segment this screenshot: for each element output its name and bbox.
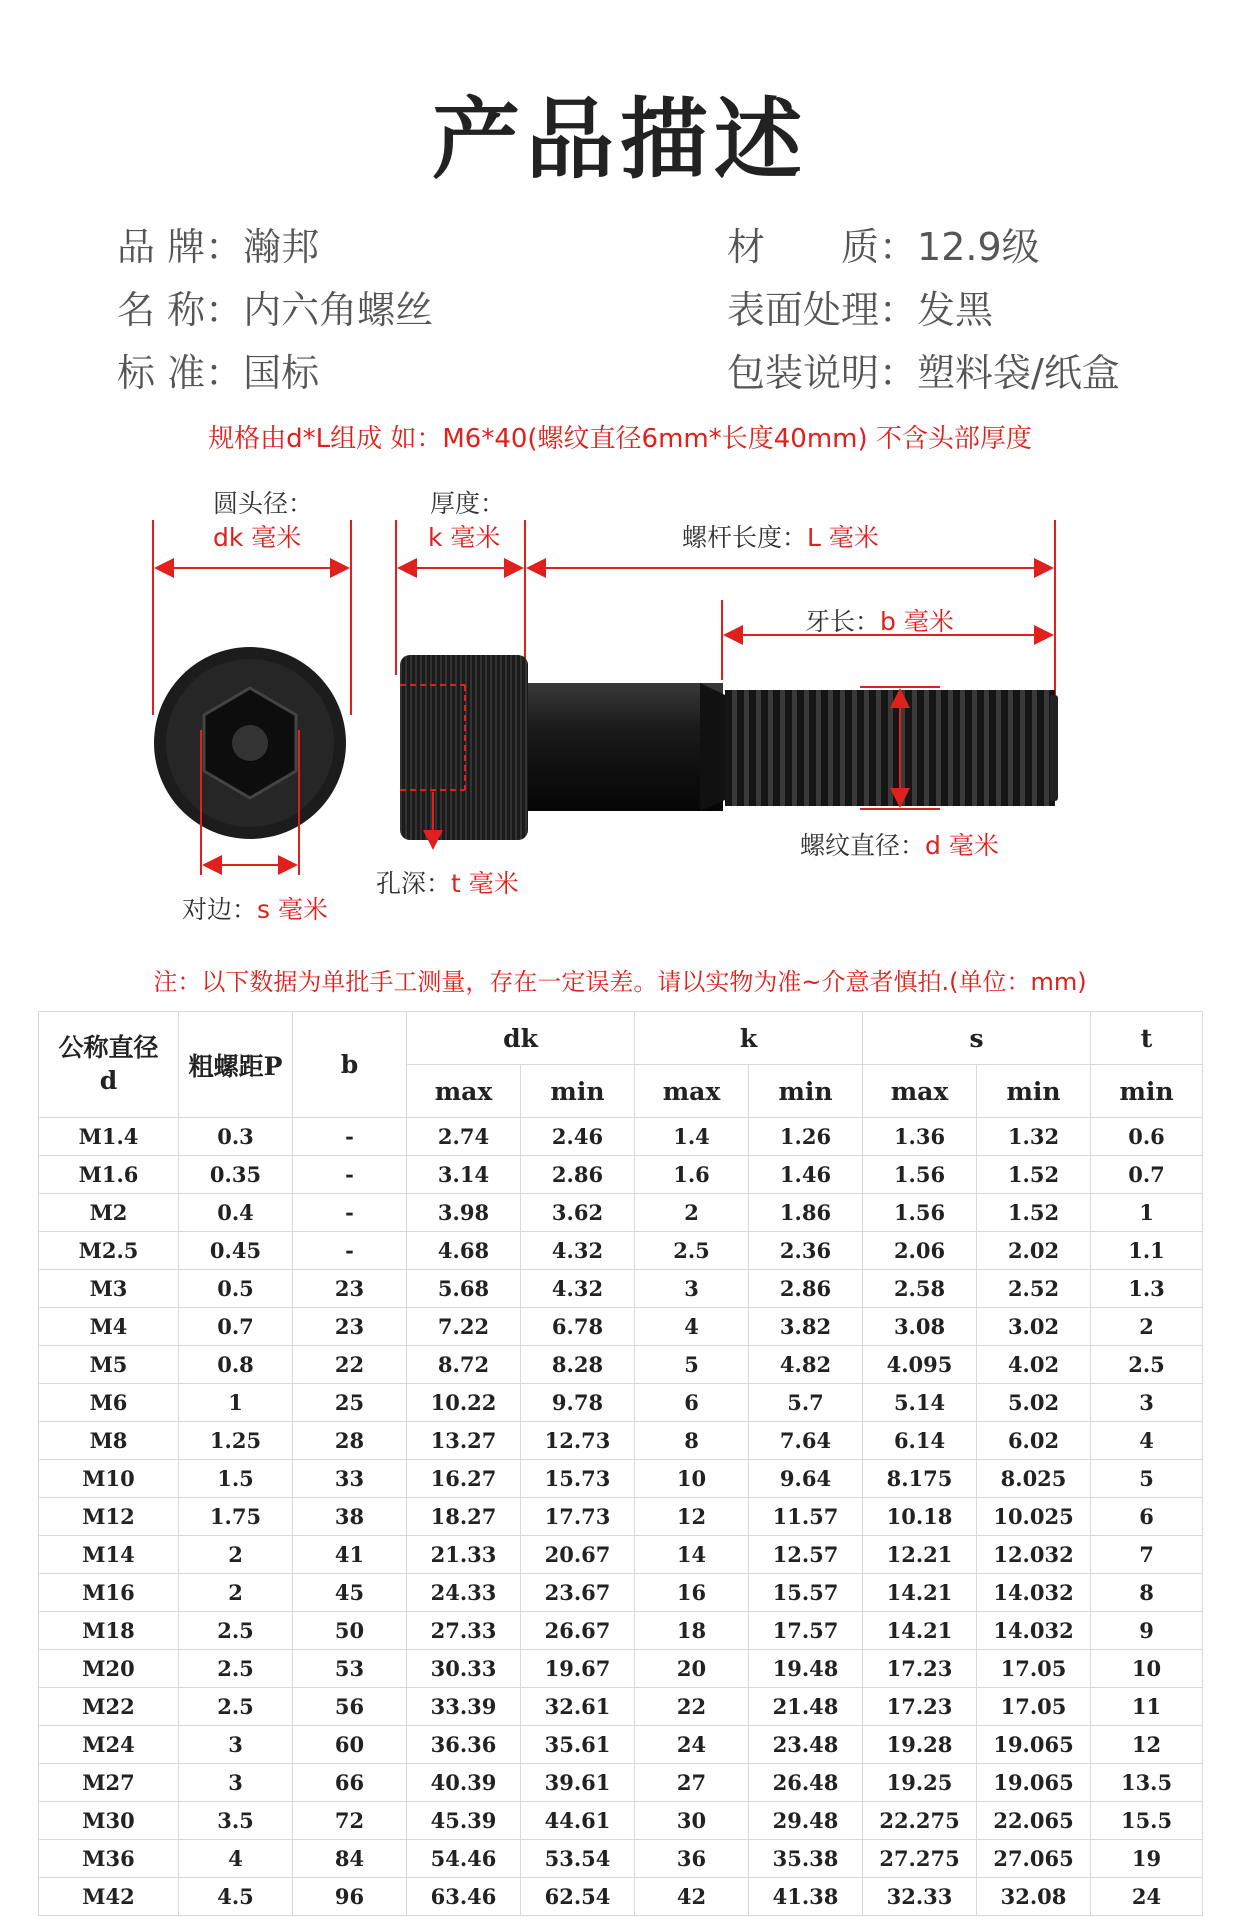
table-cell: 11 (1091, 1688, 1203, 1726)
table-cell: 54.46 (407, 1840, 521, 1878)
table-cell: 12.73 (521, 1422, 635, 1460)
table-cell: 5.7 (749, 1384, 863, 1422)
table-row (39, 1460, 1203, 1498)
table-cell: 2.06 (863, 1232, 977, 1270)
measure-note: 注：以下数据为单批手工测量，存在一定误差。请以实物为准~介意者慎拍.(单位：mm) (153, 968, 1087, 996)
table-cell: 11.57 (749, 1498, 863, 1536)
table-cell: 4.68 (407, 1232, 521, 1270)
table-cell: 0.7 (179, 1308, 293, 1346)
table-cell: 17.73 (521, 1498, 635, 1536)
table-cell: 2 (1091, 1308, 1203, 1346)
surface-value: 发黑 (917, 288, 994, 332)
table-cell: 4.02 (977, 1346, 1091, 1384)
table-cell: 10 (1091, 1650, 1203, 1688)
table-cell: 4.5 (179, 1878, 293, 1916)
table-cell: 8.72 (407, 1346, 521, 1384)
table-cell: 5.14 (863, 1384, 977, 1422)
table-cell: 84 (293, 1840, 407, 1878)
table-row (39, 1726, 1203, 1764)
table-row (39, 1878, 1203, 1916)
table-cell: 8 (635, 1422, 749, 1460)
table-cell: 2.46 (521, 1118, 635, 1156)
table-cell: 30.33 (407, 1650, 521, 1688)
table-cell: 18 (635, 1612, 749, 1650)
table-cell: 32.61 (521, 1688, 635, 1726)
table-cell: 4.32 (521, 1232, 635, 1270)
table-cell: 19.065 (977, 1764, 1091, 1802)
dk-title: 圆头径： (213, 489, 314, 518)
material-row (727, 216, 1040, 271)
table-cell: 22.065 (977, 1802, 1091, 1840)
table-cell: M42 (39, 1878, 179, 1916)
standard-row (117, 342, 319, 397)
table-cell: M14 (39, 1536, 179, 1574)
table-cell: 1.25 (179, 1422, 293, 1460)
table-cell: 19 (1091, 1840, 1203, 1878)
table-cell: 27.33 (407, 1612, 521, 1650)
table-cell: 3 (1091, 1384, 1203, 1422)
table-cell: 30 (635, 1802, 749, 1840)
table-cell: 12 (1091, 1726, 1203, 1764)
material-value: 12.9级 (917, 225, 1040, 269)
table-cell: M2 (39, 1194, 179, 1232)
table-cell: 3.14 (407, 1156, 521, 1194)
table-row (39, 1840, 1203, 1878)
table-cell: 0.4 (179, 1194, 293, 1232)
table-cell: 2.86 (521, 1156, 635, 1194)
table-cell: 7.22 (407, 1308, 521, 1346)
table-cell: 96 (293, 1878, 407, 1916)
table-cell: 3 (179, 1764, 293, 1802)
b-title: 牙长： (805, 607, 881, 636)
table-cell: M1.4 (39, 1118, 179, 1156)
table-cell: 1.56 (863, 1194, 977, 1232)
table-cell: 0.45 (179, 1232, 293, 1270)
table-cell: 2.5 (635, 1232, 749, 1270)
subheader-cell: max (635, 1065, 749, 1118)
table-cell: 38 (293, 1498, 407, 1536)
table-cell: 2 (179, 1536, 293, 1574)
table-cell: 1.52 (977, 1156, 1091, 1194)
table-cell: 2.58 (863, 1270, 977, 1308)
header-pitch: 粗螺距P (179, 1012, 293, 1118)
name-row (117, 279, 433, 334)
d-label (800, 826, 999, 862)
table-cell: 1 (1091, 1194, 1203, 1232)
table-cell: 1.86 (749, 1194, 863, 1232)
table-cell: 2.86 (749, 1270, 863, 1308)
table-cell: 0.8 (179, 1346, 293, 1384)
table-cell: 4.32 (521, 1270, 635, 1308)
d-value: d 毫米 (925, 831, 999, 860)
table-cell: 2.5 (1091, 1346, 1203, 1384)
table-cell: 14.21 (863, 1612, 977, 1650)
bolt-diagram (0, 500, 1240, 940)
table-cell: 29.48 (749, 1802, 863, 1840)
table-cell: 17.23 (863, 1650, 977, 1688)
table-cell: 45 (293, 1574, 407, 1612)
table-cell: 4 (1091, 1422, 1203, 1460)
subheader-cell: min (749, 1065, 863, 1118)
table-cell: 17.05 (977, 1650, 1091, 1688)
table-cell: 24.33 (407, 1574, 521, 1612)
table-cell: 24 (1091, 1878, 1203, 1916)
subheader-cell: max (863, 1065, 977, 1118)
name-value: 内六角螺丝 (243, 288, 434, 332)
table-cell: 23.67 (521, 1574, 635, 1612)
table-cell: 19.065 (977, 1726, 1091, 1764)
table-cell: 4 (635, 1308, 749, 1346)
s-title: 对边： (182, 895, 258, 924)
table-row (39, 1612, 1203, 1650)
name-label: 名 称： (117, 288, 244, 332)
table-cell: 22 (293, 1346, 407, 1384)
L-value: L 毫米 (807, 523, 879, 552)
table-cell: 14.21 (863, 1574, 977, 1612)
header-dk: dk (407, 1012, 635, 1065)
k-title: 厚度： (430, 489, 506, 518)
table-cell: - (293, 1194, 407, 1232)
dimension-table (38, 1011, 1203, 1916)
table-cell: 1.32 (977, 1118, 1091, 1156)
table-cell: M16 (39, 1574, 179, 1612)
table-cell: 42 (635, 1878, 749, 1916)
table-row (39, 1308, 1203, 1346)
table-cell: 7 (1091, 1536, 1203, 1574)
table-cell: - (293, 1232, 407, 1270)
table-row (39, 1574, 1203, 1612)
table-row (39, 1384, 1203, 1422)
table-cell: 2.74 (407, 1118, 521, 1156)
table-cell: 0.3 (179, 1118, 293, 1156)
table-cell: 53 (293, 1650, 407, 1688)
table-row (39, 1764, 1203, 1802)
s-label (182, 890, 328, 926)
table-cell: 33.39 (407, 1688, 521, 1726)
table-cell: M12 (39, 1498, 179, 1536)
table-cell: 9.78 (521, 1384, 635, 1422)
table-cell: 45.39 (407, 1802, 521, 1840)
table-cell: 16 (635, 1574, 749, 1612)
table-cell: 12.57 (749, 1536, 863, 1574)
table-cell: 1.4 (635, 1118, 749, 1156)
table-cell: M27 (39, 1764, 179, 1802)
table-cell: 10 (635, 1460, 749, 1498)
table-cell: 21.33 (407, 1536, 521, 1574)
table-cell: 23 (293, 1308, 407, 1346)
table-cell: 41.38 (749, 1878, 863, 1916)
header-b: b (293, 1012, 407, 1118)
table-cell: M8 (39, 1422, 179, 1460)
spec-note: 规格由d*L组成 如：M6*40(螺纹直径6mm*长度40mm) 不含头部厚度 (208, 424, 1032, 454)
table-cell: 1.46 (749, 1156, 863, 1194)
table-cell: 19.67 (521, 1650, 635, 1688)
table-cell: 10.22 (407, 1384, 521, 1422)
table-row (39, 1346, 1203, 1384)
table-cell: 32.08 (977, 1878, 1091, 1916)
table-cell: M1.6 (39, 1156, 179, 1194)
table-cell: 5 (635, 1346, 749, 1384)
table-cell: 17.57 (749, 1612, 863, 1650)
table-cell: M2.5 (39, 1232, 179, 1270)
table-cell: 56 (293, 1688, 407, 1726)
table-cell: 3.08 (863, 1308, 977, 1346)
table-row (39, 1118, 1203, 1156)
b-value: b 毫米 (880, 607, 954, 636)
table-cell: 13.5 (1091, 1764, 1203, 1802)
material-label: 材 质： (727, 225, 918, 269)
table-row (39, 1498, 1203, 1536)
table-row (39, 1650, 1203, 1688)
table-cell: 2.52 (977, 1270, 1091, 1308)
subheader-cell: max (407, 1065, 521, 1118)
table-cell: 66 (293, 1764, 407, 1802)
table-cell: 1.26 (749, 1118, 863, 1156)
table-cell: 15.5 (1091, 1802, 1203, 1840)
table-cell: 14 (635, 1536, 749, 1574)
table-cell: 21.48 (749, 1688, 863, 1726)
table-cell: 50 (293, 1612, 407, 1650)
table-cell: 5.02 (977, 1384, 1091, 1422)
dk-value: dk 毫米 (213, 523, 302, 552)
table-cell: 0.7 (1091, 1156, 1203, 1194)
table-cell: 16.27 (407, 1460, 521, 1498)
table-cell: 53.54 (521, 1840, 635, 1878)
table-cell: M36 (39, 1840, 179, 1878)
table-row (39, 1156, 1203, 1194)
table-cell: M30 (39, 1802, 179, 1840)
table-cell: 35.38 (749, 1840, 863, 1878)
table-cell: 40.39 (407, 1764, 521, 1802)
L-label (682, 518, 879, 554)
table-row (39, 1270, 1203, 1308)
table-cell: 1.1 (1091, 1232, 1203, 1270)
table-cell: 28 (293, 1422, 407, 1460)
table-cell: 17.05 (977, 1688, 1091, 1726)
table-cell: 6.14 (863, 1422, 977, 1460)
table-cell: 18.27 (407, 1498, 521, 1536)
table-cell: 24 (635, 1726, 749, 1764)
table-cell: 8 (1091, 1574, 1203, 1612)
table-cell: 5.68 (407, 1270, 521, 1308)
table-cell: 1.56 (863, 1156, 977, 1194)
brand-label: 品 牌： (117, 225, 244, 269)
table-cell: 9 (1091, 1612, 1203, 1650)
header-k: k (635, 1012, 863, 1065)
table-cell: 20 (635, 1650, 749, 1688)
table-cell: M24 (39, 1726, 179, 1764)
table-cell: 4.82 (749, 1346, 863, 1384)
table-cell: - (293, 1156, 407, 1194)
table-row (39, 1688, 1203, 1726)
header-s: s (863, 1012, 1091, 1065)
table-cell: 36 (635, 1840, 749, 1878)
table-cell: 72 (293, 1802, 407, 1840)
table-cell: 4 (179, 1840, 293, 1878)
table-cell: 10.025 (977, 1498, 1091, 1536)
table-cell: 3.02 (977, 1308, 1091, 1346)
table-cell: 2.5 (179, 1612, 293, 1650)
table-cell: 62.54 (521, 1878, 635, 1916)
subheader-cell: min (977, 1065, 1091, 1118)
table-cell: M3 (39, 1270, 179, 1308)
table-cell: 14.032 (977, 1574, 1091, 1612)
table-cell: 0.6 (1091, 1118, 1203, 1156)
table-cell: 2 (635, 1194, 749, 1232)
table-cell: 1.52 (977, 1194, 1091, 1232)
package-label: 包装说明： (727, 351, 918, 395)
b-label (805, 602, 954, 638)
package-row (727, 342, 1120, 397)
header-nominal-diameter: 公称直径 d (39, 1012, 179, 1118)
table-cell: 26.48 (749, 1764, 863, 1802)
table-cell: 7.64 (749, 1422, 863, 1460)
table-cell: 2 (179, 1574, 293, 1612)
table-cell: 19.25 (863, 1764, 977, 1802)
table-cell: 15.57 (749, 1574, 863, 1612)
table-cell: 6.78 (521, 1308, 635, 1346)
table-row (39, 1422, 1203, 1460)
d-title: 螺纹直径： (800, 831, 926, 860)
t-value: t 毫米 (451, 869, 519, 898)
table-cell: 19.48 (749, 1650, 863, 1688)
table-cell: 39.61 (521, 1764, 635, 1802)
table-cell: 2.02 (977, 1232, 1091, 1270)
table-cell: 14.032 (977, 1612, 1091, 1650)
surface-row (727, 279, 993, 334)
table-cell: M6 (39, 1384, 179, 1422)
table-cell: M4 (39, 1308, 179, 1346)
table-cell: 0.5 (179, 1270, 293, 1308)
table-cell: 41 (293, 1536, 407, 1574)
table-cell: - (293, 1118, 407, 1156)
table-cell: 22 (635, 1688, 749, 1726)
table-cell: 27.275 (863, 1840, 977, 1878)
table-cell: 6 (1091, 1498, 1203, 1536)
table-cell: 1.75 (179, 1498, 293, 1536)
table-cell: 9.64 (749, 1460, 863, 1498)
subheader-cell: min (521, 1065, 635, 1118)
table-cell: M18 (39, 1612, 179, 1650)
table-cell: 12.032 (977, 1536, 1091, 1574)
table-cell: 27.065 (977, 1840, 1091, 1878)
table-cell: M5 (39, 1346, 179, 1384)
k-value: k 毫米 (428, 523, 501, 552)
table-cell: 63.46 (407, 1878, 521, 1916)
table-cell: 1.3 (1091, 1270, 1203, 1308)
table-cell: 3 (635, 1270, 749, 1308)
table-cell: 2.5 (179, 1650, 293, 1688)
table-cell: 13.27 (407, 1422, 521, 1460)
table-row (39, 1536, 1203, 1574)
table-cell: 8.28 (521, 1346, 635, 1384)
table-cell: 32.33 (863, 1878, 977, 1916)
table-cell: 6 (635, 1384, 749, 1422)
t-title: 孔深： (376, 869, 452, 898)
table-cell: 1 (179, 1384, 293, 1422)
table-cell: 3 (179, 1726, 293, 1764)
table-cell: 4.095 (863, 1346, 977, 1384)
header-t: t (1091, 1012, 1203, 1065)
table-cell: 20.67 (521, 1536, 635, 1574)
brand-row (117, 216, 319, 271)
table-cell: 17.23 (863, 1688, 977, 1726)
page-title: 产品描述 (431, 88, 808, 191)
table-cell: 33 (293, 1460, 407, 1498)
table-cell: 2.36 (749, 1232, 863, 1270)
table-cell: 60 (293, 1726, 407, 1764)
table-cell: 8.175 (863, 1460, 977, 1498)
table-cell: 3.5 (179, 1802, 293, 1840)
table-cell: 10.18 (863, 1498, 977, 1536)
table-row (39, 1194, 1203, 1232)
standard-label: 标 准： (117, 351, 244, 395)
table-cell: 1.36 (863, 1118, 977, 1156)
table-cell: 27 (635, 1764, 749, 1802)
table-cell: 3.62 (521, 1194, 635, 1232)
package-value: 塑料袋/纸盒 (917, 351, 1120, 395)
table-cell: 8.025 (977, 1460, 1091, 1498)
brand-value: 瀚邦 (243, 225, 320, 269)
table-cell: M22 (39, 1688, 179, 1726)
table-cell: 6.02 (977, 1422, 1091, 1460)
table-cell: 0.35 (179, 1156, 293, 1194)
L-title: 螺杆长度： (682, 523, 808, 552)
table-cell: 35.61 (521, 1726, 635, 1764)
table-cell: 12 (635, 1498, 749, 1536)
table-cell: 3.98 (407, 1194, 521, 1232)
table-cell: 15.73 (521, 1460, 635, 1498)
table-cell: 36.36 (407, 1726, 521, 1764)
table-cell: M20 (39, 1650, 179, 1688)
table-cell: 44.61 (521, 1802, 635, 1840)
subheader-cell: min (1091, 1065, 1203, 1118)
table-cell: 22.275 (863, 1802, 977, 1840)
table-row (39, 1232, 1203, 1270)
table-cell: 1.6 (635, 1156, 749, 1194)
table-cell: 12.21 (863, 1536, 977, 1574)
surface-label: 表面处理： (727, 288, 918, 332)
table-cell: 25 (293, 1384, 407, 1422)
table-cell: 3.82 (749, 1308, 863, 1346)
t-label (376, 864, 519, 900)
table-cell: 23 (293, 1270, 407, 1308)
table-cell: 23.48 (749, 1726, 863, 1764)
table-cell: 5 (1091, 1460, 1203, 1498)
table-cell: 19.28 (863, 1726, 977, 1764)
table-cell: 26.67 (521, 1612, 635, 1650)
table-cell: 1.5 (179, 1460, 293, 1498)
table-cell: M10 (39, 1460, 179, 1498)
standard-value: 国标 (243, 351, 320, 395)
table-row (39, 1802, 1203, 1840)
s-value: s 毫米 (257, 895, 328, 924)
table-cell: 2.5 (179, 1688, 293, 1726)
